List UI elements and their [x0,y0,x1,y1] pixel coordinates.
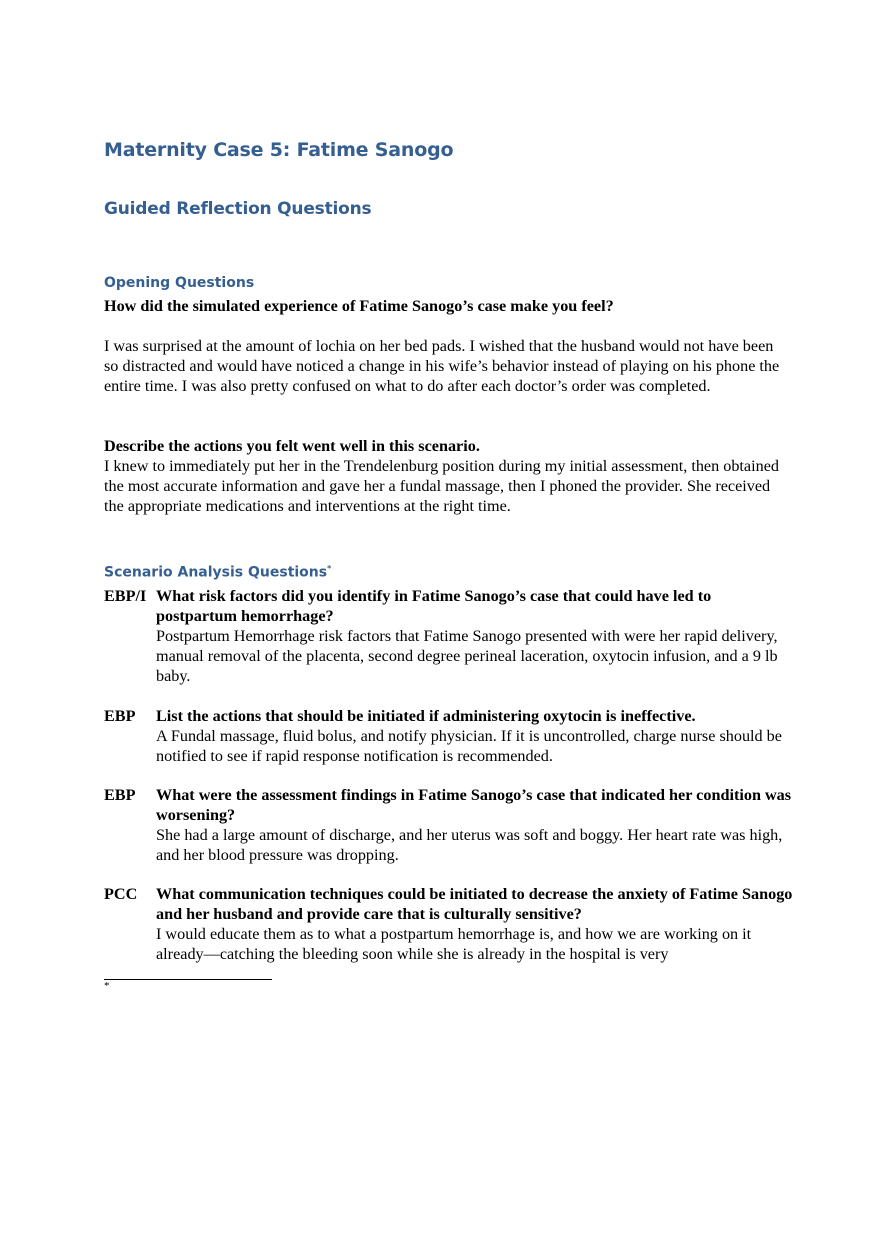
analysis-question: List the actions that should be initiated if administering oxytocin is ineffective. [156,707,696,725]
competency-tag: EBP [104,786,136,804]
footnote-reference: * [327,564,332,573]
scenario-analysis-heading-text: Scenario Analysis Questions [104,564,328,581]
analysis-answer: A Fundal massage, fluid bolus, and notify physician. If it is uncontrolled, charge nurse should be notified to see if rapid response notification is recommended. [156,727,782,765]
analysis-answer: Postpartum Hemorrhage risk factors that Fatime Sanogo presented with were her rapid delivery, manual removal of the placenta, second degree perineal laceration, oxytocin infusion, and a 9 lb baby. [156,627,778,685]
opening-questions-heading: Opening Questions [104,275,255,291]
footnote-marker: * [104,980,110,992]
analysis-item-4 [104,884,794,964]
opening-answer-2: I knew to immediately put her in the Trendelenburg position during my initial assessment, then obtained the most accurate information and gave her a fundal massage, then I phoned the provider. She received the appropriate medications and interventions at the right time. [104,457,779,515]
analysis-answer: She had a large amount of discharge, and her uterus was soft and boggy. Her heart rate was high, and her blood pressure was dropping. [156,826,783,864]
opening-answer-1: I was surprised at the amount of lochia on her bed pads. I wished that the husband would not have been so distracted and would have noticed a change in his wife’s behavior instead of playing on his phone the entire time. I was also pretty confused on what to do after each doctor’s order was completed. [104,337,780,395]
competency-tag: PCC [104,885,138,903]
scenario-analysis-heading [104,564,331,581]
footnote-separator [104,979,272,980]
analysis-answer: I would educate them as to what a postpartum hemorrhage is, and how we are working on it already—catching the bleeding soon while she is already in the hospital is very [156,925,752,963]
page-title: Maternity Case 5: Fatime Sanogo [104,139,454,161]
competency-tag: EBP [104,707,136,725]
opening-question-2: Describe the actions you felt went well in this scenario. [104,437,480,455]
competency-tag: EBP/I [104,587,147,605]
analysis-question: What risk factors did you identify in Fatime Sanogo’s case that could have led to postpartum hemorrhage? [156,587,712,625]
opening-question-1: How did the simulated experience of Fatime Sanogo’s case make you feel? [104,297,614,315]
analysis-item-2 [104,706,794,766]
analysis-question: What were the assessment findings in Fatime Sanogo’s case that indicated her condition was worsening? [156,786,792,824]
analysis-item-3 [104,785,794,865]
analysis-item-1 [104,586,794,686]
page-subtitle: Guided Reflection Questions [104,199,372,219]
analysis-question: What communication techniques could be initiated to decrease the anxiety of Fatime Sanogo and her husband and provide care that is culturally sensitive? [156,885,793,923]
